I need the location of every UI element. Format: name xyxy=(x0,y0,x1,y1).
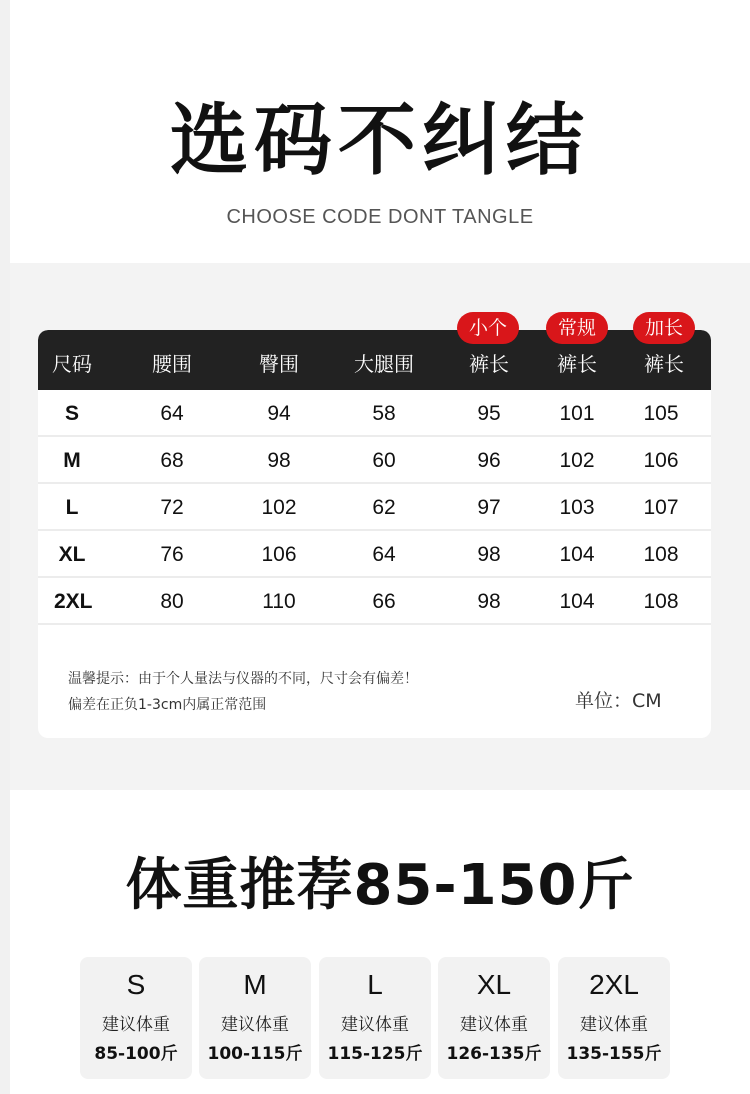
table-cell: 80 xyxy=(160,590,184,613)
weight-card-size: M xyxy=(243,969,267,1000)
column-header-waist: 腰围 xyxy=(152,352,192,376)
table-cell: 68 xyxy=(160,449,184,472)
table-row xyxy=(38,531,711,578)
weight-card-size: L xyxy=(367,969,383,1000)
table-cell: 98 xyxy=(477,590,501,613)
left-gutter xyxy=(0,0,10,1094)
table-cell: 102 xyxy=(261,496,297,519)
tag-regular: 常规 xyxy=(546,312,608,344)
column-header-hip: 臀围 xyxy=(259,352,299,376)
size-cell: S xyxy=(64,402,79,425)
weight-card-label: 建议体重 xyxy=(580,1015,648,1035)
table-cell: 102 xyxy=(559,449,595,472)
weight-card-s xyxy=(80,957,192,1079)
weight-card-range: 115-125斤 xyxy=(327,1044,423,1064)
page-title: 选码不纠结 xyxy=(169,96,590,186)
weight-card-size: S xyxy=(126,969,146,1000)
weight-card-2xl xyxy=(558,957,670,1079)
table-cell: 97 xyxy=(477,496,501,519)
size-cell: XL xyxy=(58,543,86,566)
table-cell: 104 xyxy=(559,543,595,566)
weight-card-range: 126-135斤 xyxy=(446,1044,542,1064)
table-cell: 96 xyxy=(477,449,501,472)
table-row xyxy=(38,437,711,484)
table-cell: 106 xyxy=(261,543,297,566)
size-cell: M xyxy=(63,449,81,472)
table-header xyxy=(38,330,711,390)
tag-petite: 小个 xyxy=(457,312,519,344)
table-cell: 66 xyxy=(372,590,396,613)
table-cell: 60 xyxy=(372,449,396,472)
table-cell: 98 xyxy=(267,449,291,472)
weight-card-label: 建议体重 xyxy=(341,1015,409,1035)
table-cell: 94 xyxy=(267,402,291,425)
weight-card-l xyxy=(319,957,431,1079)
table-cell: 95 xyxy=(477,402,501,425)
weight-card-range: 135-155斤 xyxy=(566,1044,662,1064)
table-cell: 108 xyxy=(643,543,679,566)
column-header-thigh: 大腿围 xyxy=(354,352,414,376)
page-subtitle: CHOOSE CODE DONT TANGLE xyxy=(226,206,534,228)
weight-card-label: 建议体重 xyxy=(102,1015,170,1035)
table-cell: 58 xyxy=(372,402,396,425)
table-cell: 104 xyxy=(559,590,595,613)
table-cell: 76 xyxy=(160,543,184,566)
table-cell: 106 xyxy=(643,449,679,472)
table-cell: 62 xyxy=(372,496,396,519)
tag-long: 加长 xyxy=(633,312,695,344)
weight-card-range: 85-100斤 xyxy=(94,1044,178,1064)
column-header-length-short: 裤长 xyxy=(469,352,509,376)
table-cell: 108 xyxy=(643,590,679,613)
note-tolerance: 偏差在正负1-3cm内属正常范围 xyxy=(68,697,267,713)
note-tip: 温馨提示：由于个人量法与仪器的不同，尺寸会有偏差！ xyxy=(68,671,418,687)
table-row xyxy=(38,578,711,625)
table-cell: 64 xyxy=(372,543,396,566)
size-cell: L xyxy=(65,496,79,519)
table-cell: 105 xyxy=(643,402,679,425)
table-cell: 110 xyxy=(262,590,296,613)
weight-title: 体重推荐85-150斤 xyxy=(125,853,635,918)
weight-card-label: 建议体重 xyxy=(460,1015,528,1035)
weight-card-size: XL xyxy=(476,969,512,1000)
weight-card-m xyxy=(199,957,311,1079)
column-header-length-long: 裤长 xyxy=(644,352,684,376)
table-cell: 98 xyxy=(477,543,501,566)
weight-card-size: 2XL xyxy=(589,969,639,1000)
weight-card-range: 100-115斤 xyxy=(207,1044,303,1064)
weight-card-xl xyxy=(438,957,550,1079)
table-cell: 101 xyxy=(559,402,595,425)
size-cell: 2XL xyxy=(54,590,93,613)
column-header-size: 尺码 xyxy=(52,352,92,376)
unit-label: 单位：CM xyxy=(575,690,662,712)
column-header-length-regular: 裤长 xyxy=(557,352,597,376)
table-cell: 72 xyxy=(160,496,184,519)
table-cell: 107 xyxy=(643,496,679,519)
table-cell: 103 xyxy=(559,496,595,519)
table-cell: 64 xyxy=(160,402,184,425)
weight-card-label: 建议体重 xyxy=(221,1015,289,1035)
table-row xyxy=(38,390,711,437)
table-row xyxy=(38,484,711,531)
